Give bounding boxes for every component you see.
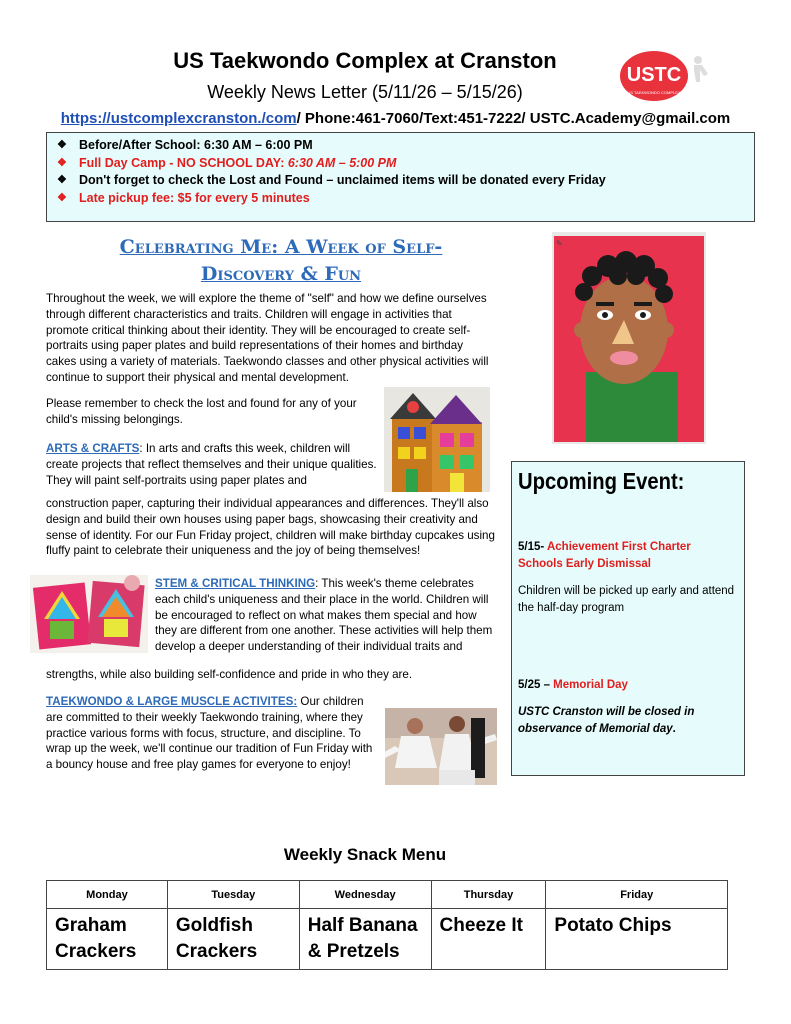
upcoming-event-box: [511, 461, 745, 776]
svg-text:✎: ✎: [556, 239, 563, 248]
notice-item: ❖ Don't forget to check the Lost and Found – unclaimed items will be donated every Friday: [79, 172, 754, 190]
stem-title: STEM & CRITICAL THINKING: [155, 577, 316, 590]
logo-text: USTC: [626, 64, 682, 86]
event-item: 5/25 – Memorial Day: [518, 679, 628, 691]
arts-crafts-continued: construction paper, capturing their individual appearances and differences. They'll also design and build their own houses using paper bags, showcasing their creativity and sense of identity. For our Fun Friday project, children will make birthday cupcakes using fluffy paint to celebrate their uniqueness and the joy of being themselves!: [46, 497, 495, 558]
lost-found-note: Please remember to check the lost and found for any of your child's missing belongings.: [46, 397, 357, 426]
column-header: Wednesday: [299, 881, 431, 909]
event-item: 5/15- Achievement First Charter Schools Early Dismissal: [518, 541, 691, 570]
snack-cell: Goldfish Crackers: [167, 909, 299, 970]
snack-menu-title: Weekly Snack Menu: [283, 845, 447, 864]
notice-item: ❖ Late pickup fee: $5 for every 5 minutes: [79, 190, 754, 208]
contact-line: [0, 110, 791, 127]
event-description: Children will be picked up early and attend the half-day program: [518, 585, 735, 614]
column-header: Tuesday: [167, 881, 299, 909]
taekwondo-title: TAEKWONDO & LARGE MUSCLE ACTIVITES:: [46, 695, 298, 708]
upcoming-event-title: Upcoming Event:: [518, 468, 685, 494]
logo-tagline: US TAEKWONDO COMPLEX: [627, 90, 681, 95]
column-header: Thursday: [431, 881, 546, 909]
intro-paragraph: Throughout the week, we will explore the theme of "self" and how we define ourselves through different characteristics and traits. Children will engage in activities that promote critical thinking about their identity. They will be encouraged to create self-portraits using paper plates and build representations of their homes and birthday cakes using a variety of materials. Taekwondo classes and other physical activities will continue to support their physical and mental development.: [46, 292, 489, 384]
stem-section: STEM & CRITICAL THINKING: This week's theme celebrates each child's uniqueness and their place in the world. Children will be encouraged to reflect on what makes them special and how they are different from one another. These activities will help them develop a deeper understanding of their individual traits and: [155, 577, 493, 654]
snack-cell: Potato Chips: [546, 909, 728, 970]
taekwondo-kids-image: [385, 708, 497, 785]
article-heading: Celebrating Me: A Week of Self- Discovery & Fun: [119, 236, 443, 285]
snack-cell: Cheeze It: [431, 909, 546, 970]
column-header: Friday: [546, 881, 728, 909]
snack-menu-table: [46, 880, 728, 970]
notice-box: [46, 132, 755, 222]
notice-item: ❖ Full Day Camp - NO SCHOOL DAY: 6:30 AM – 5:00 PM: [79, 155, 754, 173]
notice-item: ❖ Before/After School: 6:30 AM – 6:00 PM: [79, 137, 754, 155]
table-header-row: [47, 881, 728, 909]
event-description: USTC Cranston will be closed in observance of Memorial day.: [518, 706, 695, 735]
cupcake-art-image: [30, 575, 148, 653]
ustc-logo: [618, 48, 710, 104]
column-header: Monday: [47, 881, 168, 909]
arts-crafts-section: ARTS & CRAFTS: In arts and crafts this week, children will create projects that reflect themselves and their unique qualities. They will paint self-portraits using paper plates and: [46, 442, 377, 487]
arts-crafts-title: ARTS & CRAFTS: [46, 442, 140, 455]
website-link[interactable]: https://ustcomplexcranston./com: [60, 110, 297, 127]
taekwondo-section: TAEKWONDO & LARGE MUSCLE ACTIVITES: Our children are committed to their weekly Taekwondo training, where they practice various forms with focus, structure, and discipline. To wrap up the week, we'll continue our tradition of Fun Friday with a bouncy house and free play games for everyone to enjoy!: [46, 695, 373, 772]
newsletter-dates: Weekly News Letter (5/11/26 – 5/15/26): [207, 82, 523, 102]
table-row: [47, 909, 728, 970]
snack-cell: Half Banana & Pretzels: [299, 909, 431, 970]
page-title: US Taekwondo Complex at Cranston: [173, 48, 557, 73]
self-portrait-image: [552, 232, 706, 444]
paper-bag-houses-image: [384, 387, 490, 492]
contact-info: / Phone:461-7060/Text:451-7222/ USTC.Academy@gmail.com: [296, 110, 731, 127]
snack-cell: Graham Crackers: [47, 909, 168, 970]
stem-continued: strengths, while also building self-confidence and pride in who they are.: [46, 668, 413, 681]
